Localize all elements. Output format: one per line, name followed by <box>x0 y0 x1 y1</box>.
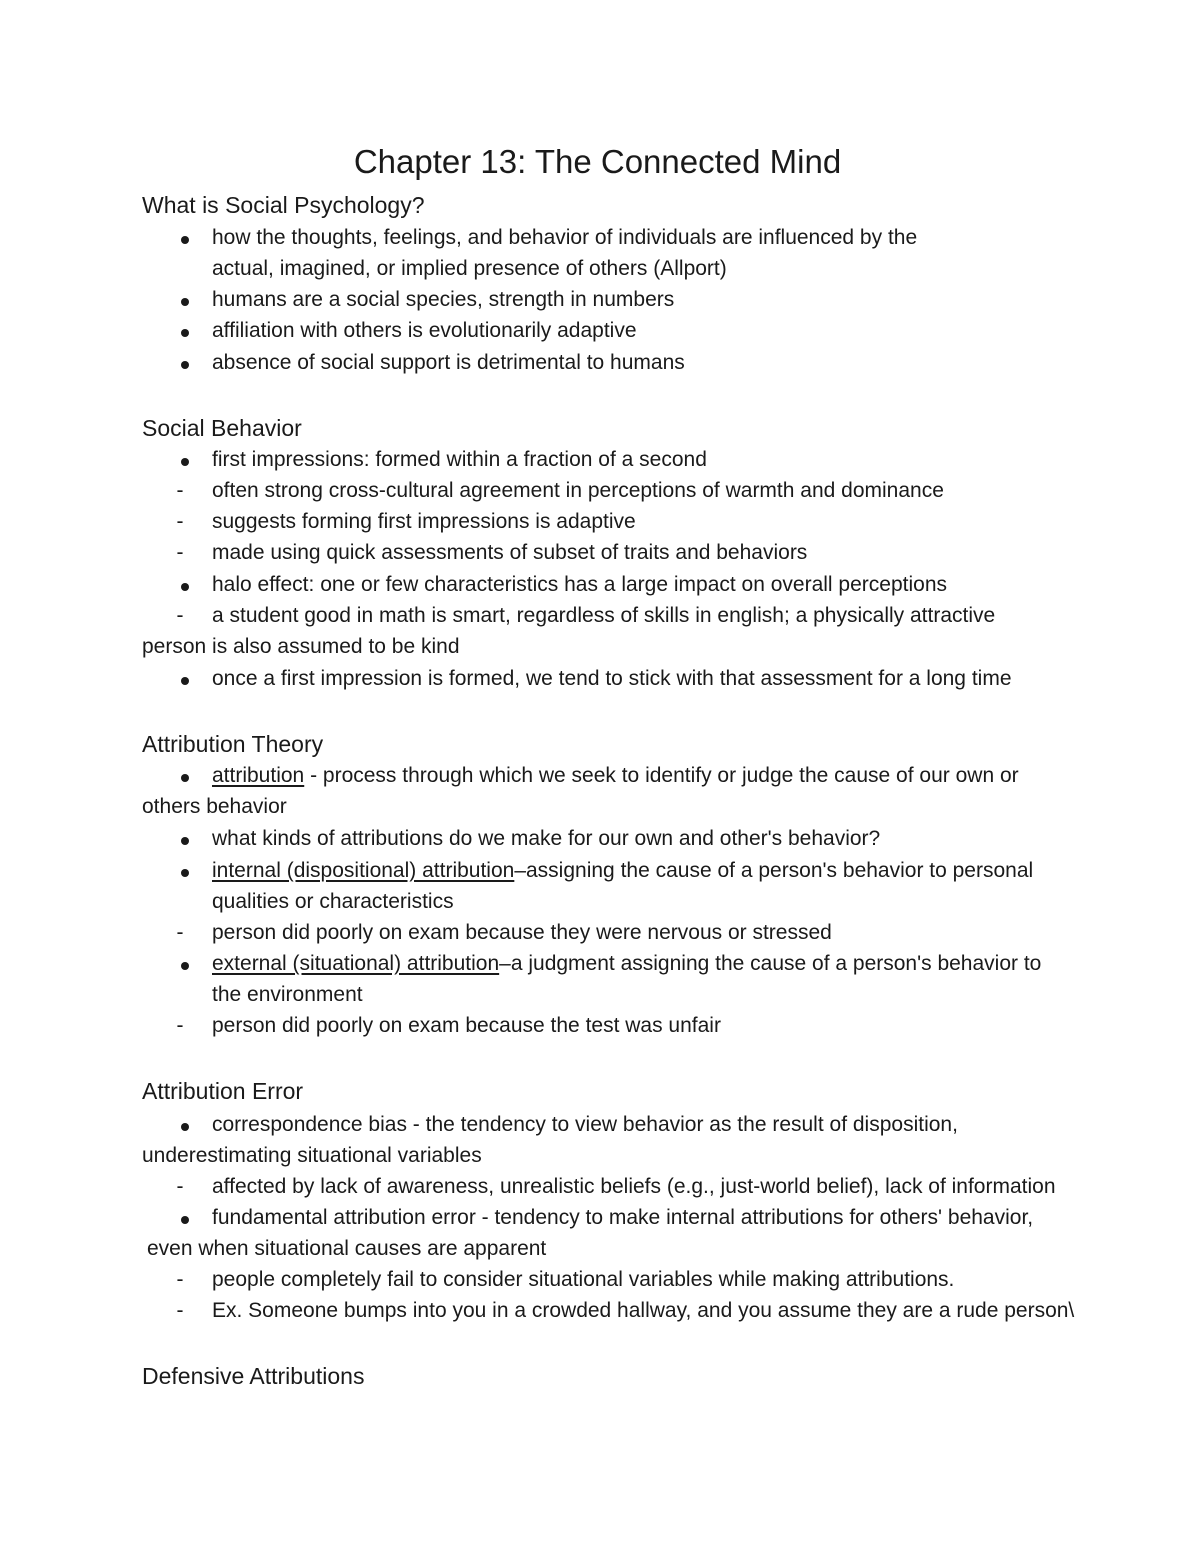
section-heading-what-is-social-psychology: What is Social Psychology? <box>142 192 425 218</box>
dash-marker: - <box>176 1014 184 1037</box>
list-item: first impressions: formed within a fraction of a second <box>212 448 707 471</box>
page-title: Chapter 13: The Connected Mind <box>353 143 842 180</box>
dash-marker: - <box>176 541 184 564</box>
term-internal-attribution: internal (dispositional) attribution <box>212 859 515 882</box>
list-item-continuation: even when situational causes are apparent <box>147 1237 547 1260</box>
dash-marker: - <box>176 510 184 533</box>
list-item: affiliation with others is evolutionarily adaptive <box>212 319 637 342</box>
sub-item: suggests forming first impressions is adaptive <box>212 510 636 533</box>
term-external-attribution: external (situational) attribution <box>212 952 500 975</box>
bullet-icon <box>181 583 189 591</box>
definition-text: - process through which we seek to identify or judge the cause of our own or <box>304 764 1019 787</box>
dash-marker: - <box>176 479 184 502</box>
sub-item: made using quick assessments of subset of traits and behaviors <box>212 541 808 564</box>
section-heading-social-behavior: Social Behavior <box>142 415 302 441</box>
bullet-icon <box>181 298 189 306</box>
bullet-icon <box>181 869 189 877</box>
bullet-icon <box>181 458 189 466</box>
section-heading-attribution-theory: Attribution Theory <box>142 731 324 757</box>
list-item <box>212 858 1033 884</box>
list-item-continuation: actual, imagined, or implied presence of others (Allport) <box>212 257 727 280</box>
bullet-icon <box>181 1123 189 1131</box>
bullet-icon <box>181 837 189 845</box>
list-item: once a first impression is formed, we tend to stick with that assessment for a long time <box>212 667 1012 690</box>
dash-marker: - <box>176 921 184 944</box>
list-item: halo effect: one or few characteristics has a large impact on overall perceptions <box>212 573 947 596</box>
dash-marker: - <box>176 1268 184 1291</box>
bullet-icon <box>181 329 189 337</box>
list-item-continuation: the environment <box>212 983 363 1006</box>
sub-item: person did poorly on exam because the test was unfair <box>212 1014 721 1037</box>
bullet-icon <box>181 677 189 685</box>
list-item-continuation: others behavior <box>142 795 287 818</box>
section-heading-attribution-error: Attribution Error <box>142 1078 304 1104</box>
section-heading-defensive-attributions: Defensive Attributions <box>142 1363 365 1389</box>
sub-item-continuation: person is also assumed to be kind <box>142 635 460 658</box>
dash-marker: - <box>176 1299 184 1322</box>
list-item: what kinds of attributions do we make for our own and other's behavior? <box>212 827 881 850</box>
bullet-icon <box>181 774 189 782</box>
term-attribution: attribution <box>212 764 305 787</box>
bullet-icon <box>181 1216 189 1224</box>
sub-item: people completely fail to consider situational variables while making attributions. <box>212 1268 955 1291</box>
bullet-icon <box>181 236 189 244</box>
list-item <box>212 763 1019 789</box>
bullet-icon <box>181 962 189 970</box>
bullet-icon <box>181 361 189 369</box>
list-item: correspondence bias - the tendency to view behavior as the result of disposition, <box>212 1113 958 1136</box>
definition-text: –a judgment assigning the cause of a person's behavior to <box>499 952 1042 975</box>
list-item-continuation: underestimating situational variables <box>142 1144 482 1167</box>
list-item <box>212 951 1041 977</box>
definition-text: –assigning the cause of a person's behavior to personal <box>514 859 1034 882</box>
list-item-continuation: qualities or characteristics <box>212 890 454 913</box>
dash-marker: - <box>176 1175 184 1198</box>
sub-item: person did poorly on exam because they were nervous or stressed <box>212 921 832 944</box>
list-item: how the thoughts, feelings, and behavior of individuals are influenced by the <box>212 226 918 249</box>
list-item: absence of social support is detrimental to humans <box>212 351 685 374</box>
sub-item: Ex. Someone bumps into you in a crowded hallway, and you assume they are a rude person\ <box>212 1299 1075 1322</box>
sub-item: a student good in math is smart, regardless of skills in english; a physically attractive <box>212 604 996 627</box>
sub-item: often strong cross-cultural agreement in perceptions of warmth and dominance <box>212 479 944 502</box>
dash-marker: - <box>176 604 184 627</box>
sub-item: affected by lack of awareness, unrealistic beliefs (e.g., just-world belief), lack of information <box>212 1175 1056 1198</box>
list-item: humans are a social species, strength in numbers <box>212 288 675 311</box>
list-item: fundamental attribution error - tendency to make internal attributions for others' behavior, <box>212 1206 1034 1229</box>
